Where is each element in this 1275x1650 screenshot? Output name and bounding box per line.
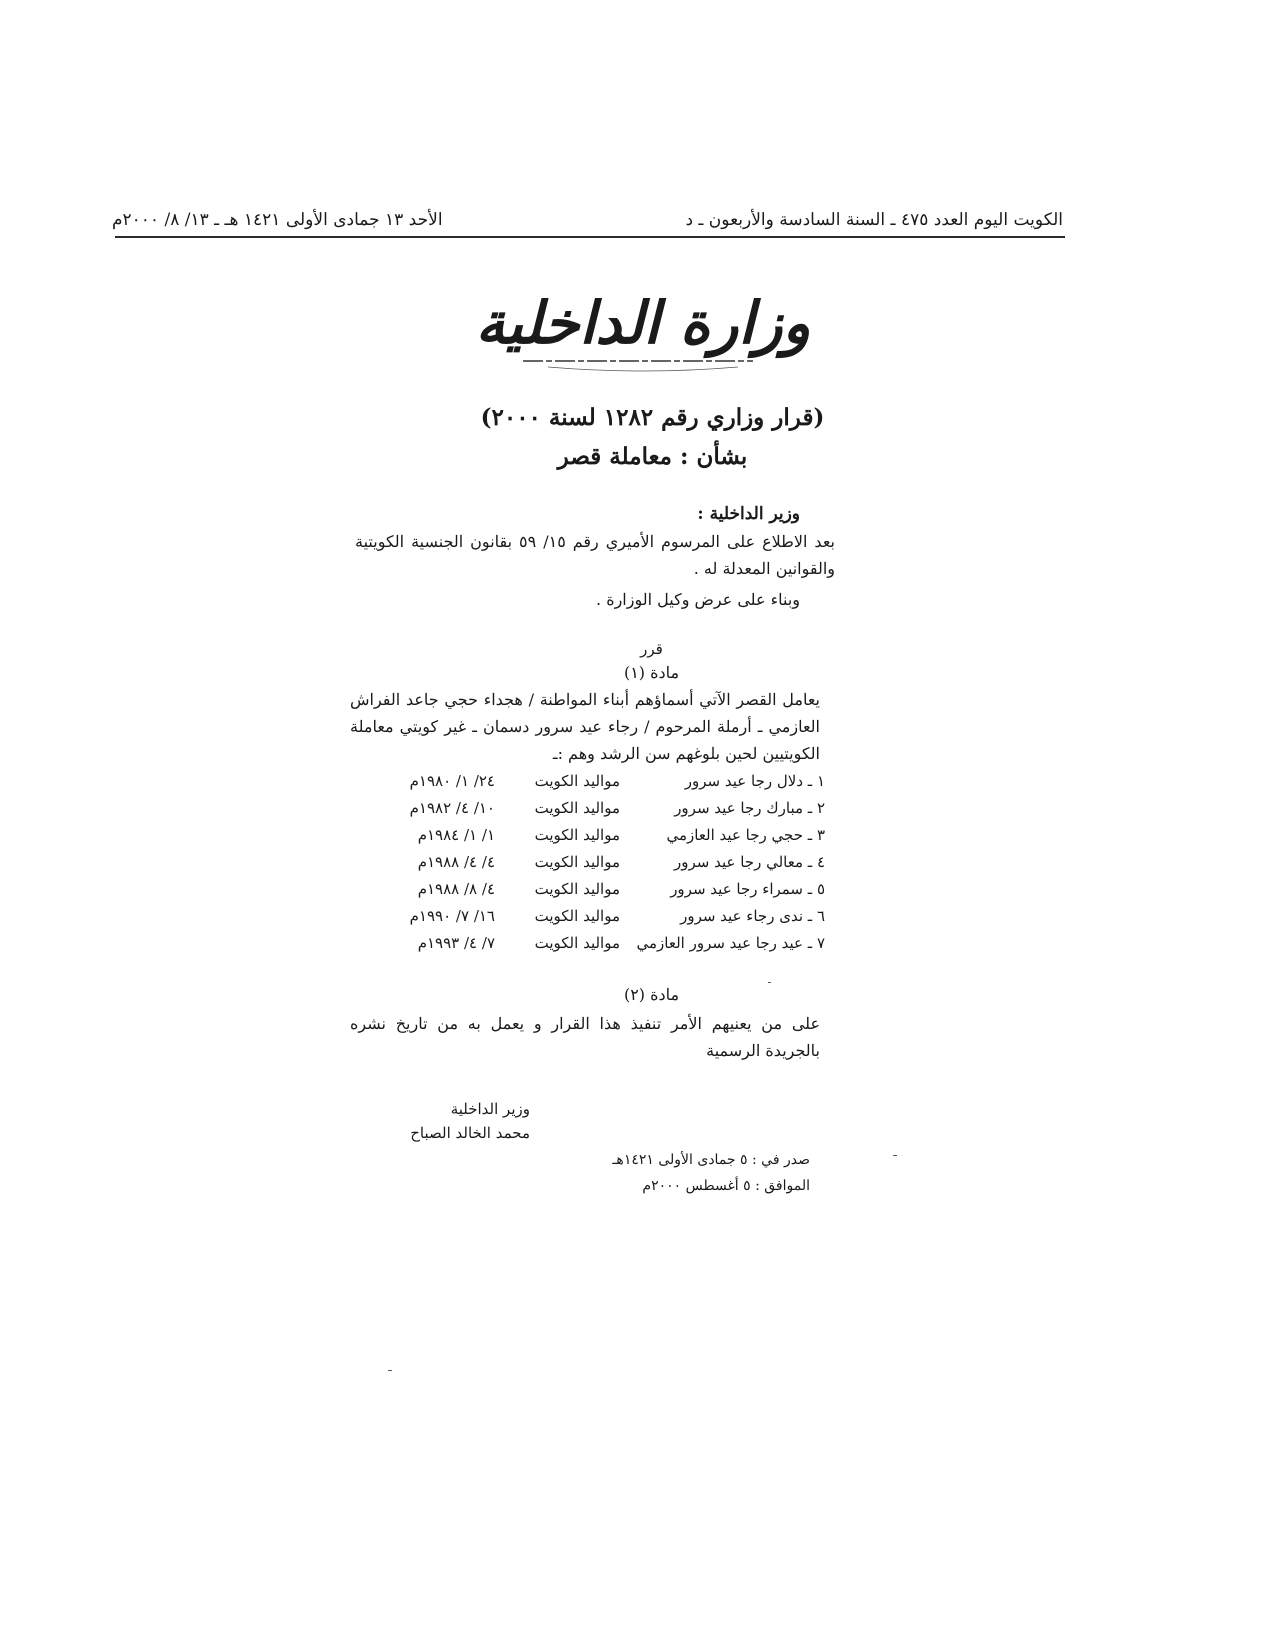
signatory-name: محمد الخالد الصباح [410,1124,530,1142]
decided-heading: قرر [640,640,663,658]
birth-date: ٤/ ٤/ ١٩٨٨م [417,853,495,871]
issued-date-hijri: صدر في : ٥ جمادى الأولى ١٤٢١هـ [612,1152,810,1168]
birthplace: مواليد الكويت [534,772,620,790]
birth-date: ١٠/ ٤/ ١٩٨٢م [409,799,495,817]
list-item [355,903,825,930]
ministry-calligraphy-logo [428,275,858,395]
article-2-label: مادة (٢) [623,985,680,1004]
person-name: ٤ ـ معالي رجا عيد سرور [674,853,825,871]
list-item [355,849,825,876]
person-name: ٧ ـ عيد رجا عيد سرور العازمي [636,934,825,952]
person-name: ٦ ـ ندى رجاء عيد سرور [680,907,825,925]
scan-speck [768,982,771,983]
list-item [355,876,825,903]
person-name: ٥ ـ سمراء رجا عيد سرور [670,880,825,898]
decree-subject: بشأن : معاملة قصر [557,443,748,470]
person-name: ١ ـ دلال رجا عيد سرور [684,772,825,790]
list-item [355,822,825,849]
ministry-name: وزارة الداخلية [475,289,811,357]
birthplace: مواليد الكويت [534,880,620,898]
birth-date: ١٦/ ٧/ ١٩٩٠م [409,907,495,925]
scan-speck [388,1370,392,1371]
birthplace: مواليد الكويت [534,907,620,925]
list-item [355,795,825,822]
preamble-second-line: وبناء على عرض وكيل الوزارة . [596,590,800,609]
minors-list [355,768,825,957]
birth-date: ١/ ١/ ١٩٨٤م [417,826,495,844]
person-name: ٣ ـ حجي رجا عيد العازمي [666,826,825,844]
birth-date: ٧/ ٤/ ١٩٩٣م [417,934,495,952]
header-rule [115,236,1065,238]
birthplace: مواليد الكويت [534,799,620,817]
article-2-text: على من يعنيهم الأمر تنفيذ هذا القرار و يعمل به من تاريخ نشره بالجريدة الرسمية [350,1014,820,1060]
article-1-text: يعامل القصر الآتي أسماؤهم أبناء المواطنة / هجداء حجي جاعد الفراش العازمي ـ أرملة المرحوم / رجاء عيد سرور دسمان ـ غير كويتي معاملة الكويتيين لحين بلوغهم سن الرشد وهم :ـ [350,690,820,763]
preamble-paragraph: بعد الاطلاع على المرسوم الأميري رقم ١٥/ ٥٩ بقانون الجنسية الكويتية والقوانين المعدلة له . [355,532,836,578]
birthplace: مواليد الكويت [534,853,620,871]
minister-heading: وزير الداخلية : [697,504,800,524]
list-item [355,768,825,795]
person-name: ٢ ـ مبارك رجا عيد سرور [674,799,825,817]
scan-speck [893,1155,897,1156]
issued-date-gregorian: الموافق : ٥ أغسطس ٢٠٠٠م [642,1178,810,1194]
birthplace: مواليد الكويت [534,826,620,844]
gazette-date: الأحد ١٣ جمادى الأولى ١٤٢١ هـ ـ ١٣/ ٨/ ٢٠٠٠م [112,210,443,230]
decree-title: (قرار وزاري رقم ١٢٨٢ لسنة ٢٠٠٠) [480,404,825,431]
list-item [355,930,825,957]
article-1-label: مادة (١) [623,663,680,682]
gazette-issue-info: الكويت اليوم العدد ٤٧٥ ـ السنة السادسة والأربعون ـ د [685,210,1063,230]
birth-date: ٤/ ٨/ ١٩٨٨م [417,880,495,898]
signatory-title: وزير الداخلية [450,1100,530,1118]
birth-date: ٢٤/ ١/ ١٩٨٠م [409,772,495,790]
birthplace: مواليد الكويت [534,934,620,952]
